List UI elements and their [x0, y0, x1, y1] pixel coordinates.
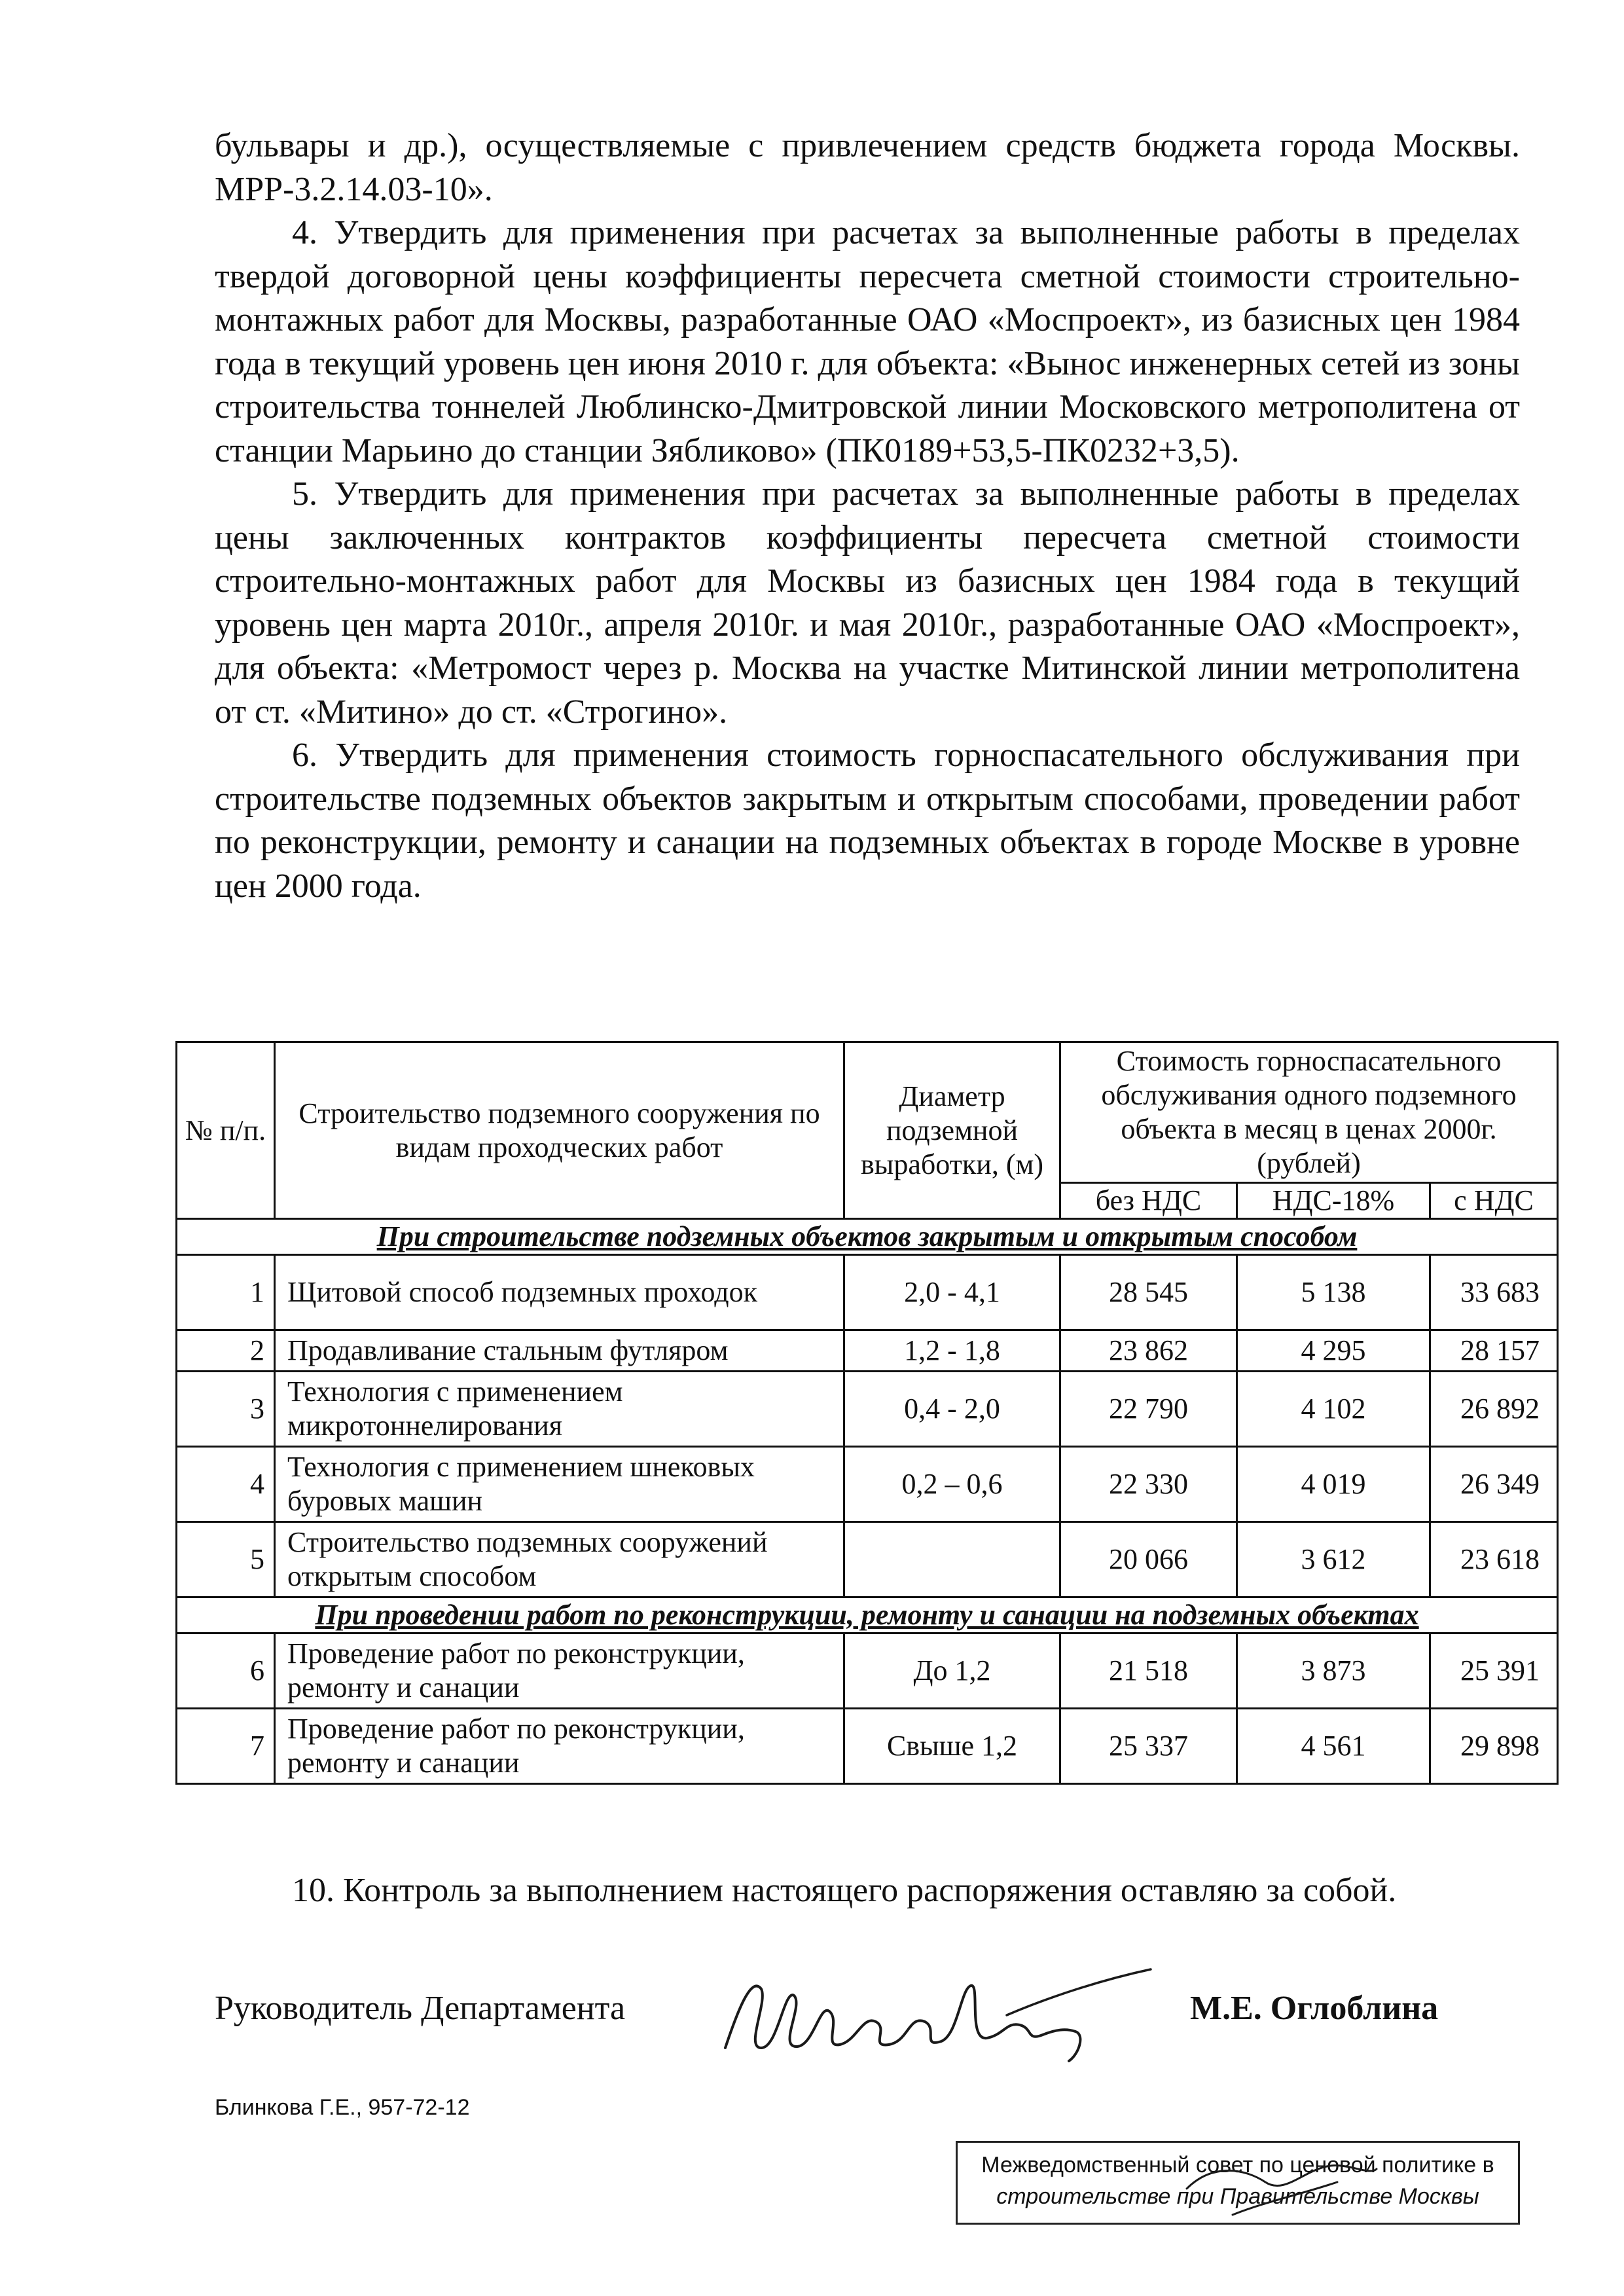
- cell-vat: 3 873: [1237, 1633, 1430, 1709]
- cell-number: 4: [177, 1447, 275, 1522]
- cell-no-vat: 22 330: [1060, 1447, 1237, 1522]
- council-stamp: [956, 2141, 1520, 2225]
- paragraph-6: 6. Утвердить для применения стоимость горноспасательного обслуживания при строительстве подземных объектов закрытым и открытым способами, проведении работ по реконструкции, ремонту и санации на подземных объектах в городе Москве в уровне цен 2000 года.: [215, 737, 1520, 905]
- signatory-name: М.Е. Оглоблина: [1190, 1990, 1439, 2027]
- cell-no-vat: 23 862: [1060, 1330, 1237, 1372]
- header-work-type: Строительство подземного сооружения по видам проходческих работ: [275, 1042, 844, 1219]
- cell-work-type: Проведение работ по реконструкции, ремонту и санации: [275, 1709, 844, 1784]
- cell-no-vat: 22 790: [1060, 1372, 1237, 1447]
- cell-no-vat: 21 518: [1060, 1633, 1237, 1709]
- executor-info: Блинкова Г.Е., 957-72-12: [215, 2095, 470, 2120]
- cell-diameter: Свыше 1,2: [844, 1709, 1060, 1784]
- cell-vat: 4 561: [1237, 1709, 1430, 1784]
- cell-with-vat: 25 391: [1430, 1633, 1558, 1709]
- signatory-role: Руководитель Департамента: [215, 1990, 626, 2027]
- cell-with-vat: 29 898: [1430, 1709, 1558, 1784]
- cell-vat: 3 612: [1237, 1522, 1430, 1597]
- header-vat: НДС-18%: [1237, 1183, 1430, 1219]
- cell-diameter: [844, 1522, 1060, 1597]
- control-text: [215, 1869, 1520, 1913]
- section-title: При проведении работ по реконструкции, ремонту и санации на подземных объектах: [177, 1597, 1558, 1633]
- signature-block: [215, 1969, 1530, 2074]
- table-row: [177, 1255, 1558, 1330]
- cell-with-vat: 33 683: [1430, 1255, 1558, 1330]
- table-row: [177, 1447, 1558, 1522]
- cell-work-type: Проведение работ по реконструкции, ремонту и санации: [275, 1633, 844, 1709]
- cell-vat: 4 102: [1237, 1372, 1430, 1447]
- table-header-row: [177, 1042, 1558, 1183]
- table-section-row: [177, 1597, 1558, 1633]
- cell-vat: 5 138: [1237, 1255, 1430, 1330]
- header-diameter: Диаметр подземной выработки, (м): [844, 1042, 1060, 1219]
- cell-diameter: 1,2 - 1,8: [844, 1330, 1060, 1372]
- paragraph-4: 4. Утвердить для применения при расчетах за выполненные работы в пределах твердой договорной цены коэффициенты пересчета сметной стоимости строительно-монтажных работ для Москвы, разработанные ОАО «Моспроект», из базисных цен 1984 года в текущий уровень цен июня 2010 г. для объекта: «Вынос инженерных сетей из зоны строительства тоннелей Люблинско-Дмитровской линии Московского метрополитена от станции Марьино до станции Зябликово» (ПК0189+53,5-ПК0232+3,5).: [215, 214, 1520, 469]
- cell-number: 2: [177, 1330, 275, 1372]
- header-number: № п/п.: [177, 1042, 275, 1219]
- table-row: [177, 1709, 1558, 1784]
- cell-work-type: Технология с применением шнековых буровых машин: [275, 1447, 844, 1522]
- cell-number: 1: [177, 1255, 275, 1330]
- stamp-line-2: строительстве при Правительстве Москвы: [996, 2184, 1479, 2209]
- table-row: [177, 1330, 1558, 1372]
- cell-vat: 4 295: [1237, 1330, 1430, 1372]
- stamp-line-1: Межведомственный совет по ценовой политике в: [981, 2153, 1494, 2178]
- cell-work-type: Строительство подземных сооружений открытым способом: [275, 1522, 844, 1597]
- header-with-vat: с НДС: [1430, 1183, 1558, 1219]
- cell-number: 3: [177, 1372, 275, 1447]
- cell-number: 6: [177, 1633, 275, 1709]
- section-title: При строительстве подземных объектов закрытым и открытым способом: [177, 1219, 1558, 1255]
- cell-with-vat: 23 618: [1430, 1522, 1558, 1597]
- cost-table: [175, 1041, 1559, 1785]
- stamp-signature-icon: [1174, 2143, 1383, 2227]
- table-section-row: [177, 1219, 1558, 1255]
- table-row: [177, 1522, 1558, 1597]
- cell-no-vat: 25 337: [1060, 1709, 1237, 1784]
- cell-work-type: Продавливание стальным футляром: [275, 1330, 844, 1372]
- cell-vat: 4 019: [1237, 1447, 1430, 1522]
- cell-with-vat: 26 349: [1430, 1447, 1558, 1522]
- cell-no-vat: 20 066: [1060, 1522, 1237, 1597]
- cell-no-vat: 28 545: [1060, 1255, 1237, 1330]
- table-row: [177, 1633, 1558, 1709]
- cell-with-vat: 28 157: [1430, 1330, 1558, 1372]
- handwritten-signature-icon: [699, 1950, 1157, 2081]
- cell-work-type: Щитовой способ подземных проходок: [275, 1255, 844, 1330]
- cell-diameter: До 1,2: [844, 1633, 1060, 1709]
- body-text: [215, 124, 1520, 908]
- cell-diameter: 0,2 – 0,6: [844, 1447, 1060, 1522]
- header-cost: Стоимость горноспасательного обслуживания одного подземного объекта в месяц в ценах 2000г. (рублей): [1060, 1042, 1558, 1183]
- table-row: [177, 1372, 1558, 1447]
- paragraph-3-tail: бульвары и др.), осуществляемые с привлечением средств бюджета города Москвы. МРР-3.2.14.03-10».: [215, 127, 1520, 208]
- cell-with-vat: 26 892: [1430, 1372, 1558, 1447]
- paragraph-10: 10. Контроль за выполнением настоящего распоряжения оставляю за собой.: [292, 1872, 1397, 1909]
- paragraph-5: 5. Утвердить для применения при расчетах за выполненные работы в пределах цены заключенных контрактов коэффициенты пересчета сметной стоимости строительно-монтажных работ для Москвы из базисных цен 1984 года в текущий уровень цен марта 2010г., апреля 2010г. и мая 2010г., разработанные ОАО «Моспроект», для объекта: «Метромост через р. Москва на участке Митинской линии метрополитена от ст. «Митино» до ст. «Строгино».: [215, 475, 1520, 731]
- cell-work-type: Технология с применением микротоннелирования: [275, 1372, 844, 1447]
- cell-number: 5: [177, 1522, 275, 1597]
- cell-diameter: 2,0 - 4,1: [844, 1255, 1060, 1330]
- cell-diameter: 0,4 - 2,0: [844, 1372, 1060, 1447]
- cell-number: 7: [177, 1709, 275, 1784]
- header-no-vat: без НДС: [1060, 1183, 1237, 1219]
